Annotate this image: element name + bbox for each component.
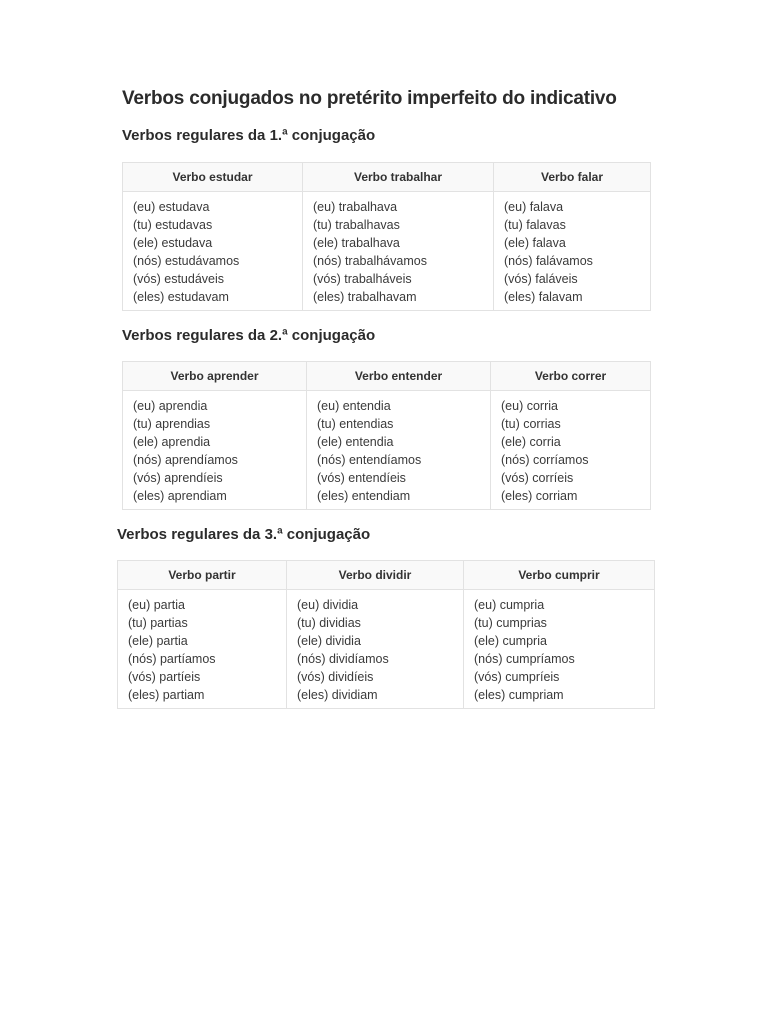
table-row [123,391,651,510]
verb-form: (eu) trabalhava [313,200,398,214]
verb-form: (eles) aprendiam [133,489,227,503]
verb-form: (ele) estudava [133,236,213,250]
verb-forms-cell [118,590,287,709]
verb-form: (tu) partias [128,616,188,630]
verb-form: (ele) aprendia [133,435,211,449]
verb-form: (tu) aprendias [133,417,211,431]
verb-forms-cell [491,391,651,510]
verb-form: (nós) aprendíamos [133,453,238,467]
verb-forms-cell [287,590,464,709]
verb-form: (tu) dividias [297,616,361,630]
verb-form: (tu) cumprias [474,616,547,630]
conjugation-table-1st [122,162,651,311]
page-title: Verbos conjugados no pretérito imperfeito do indicativo [122,88,617,109]
verb-form: (vós) cumpríeis [474,670,560,684]
verb-form: (nós) falávamos [504,254,593,268]
conjugation-table-2nd [122,361,651,510]
verb-form: (nós) corríamos [501,453,589,467]
verb-form: (nós) trabalhávamos [313,254,427,268]
verb-forms-cell [123,391,307,510]
verb-form: (nós) dividíamos [297,652,389,666]
verb-form: (eles) dividiam [297,688,378,702]
verb-form: (eles) corriam [501,489,578,503]
verb-form: (tu) trabalhavas [313,218,400,232]
conjugation-table-3rd [117,560,655,709]
verb-form: (eu) partia [128,598,185,612]
verb-form: (ele) corria [501,435,561,449]
verb-form: (ele) dividia [297,634,361,648]
verb-form: (eu) corria [501,399,558,413]
verb-form: (vós) trabalháveis [313,272,412,286]
verb-form: (ele) trabalhava [313,236,400,250]
verb-form: (eu) cumpria [474,598,545,612]
table-header-row [118,561,655,590]
table-row [118,590,655,709]
section-heading-2nd-conjugation: Verbos regulares da 2.ª conjugação [122,327,376,344]
verb-form: (tu) entendias [317,417,394,431]
verb-form: (nós) entendíamos [317,453,422,467]
column-header: Verbo partir [118,561,287,590]
section-heading-3rd-conjugation: Verbos regulares da 3.ª conjugação [117,526,371,543]
verb-form: (vós) partíeis [128,670,201,684]
verb-form: (eu) falava [504,200,564,214]
verb-form: (eles) partiam [128,688,205,702]
column-header: Verbo entender [307,362,491,391]
verb-form: (ele) partia [128,634,188,648]
verb-form: (nós) partíamos [128,652,216,666]
verb-form: (eu) entendia [317,399,391,413]
verb-form: (eu) dividia [297,598,359,612]
column-header: Verbo correr [491,362,651,391]
verb-form: (nós) cumpríamos [474,652,575,666]
verb-form: (tu) estudavas [133,218,213,232]
column-header: Verbo cumprir [464,561,655,590]
column-header: Verbo estudar [123,163,303,192]
column-header: Verbo aprender [123,362,307,391]
verb-forms-cell [464,590,655,709]
verb-forms-cell [494,192,651,311]
verb-form: (nós) estudávamos [133,254,240,268]
verb-form: (tu) corrias [501,417,561,431]
column-header: Verbo trabalhar [303,163,494,192]
verb-form: (ele) falava [504,236,566,250]
table-row [123,192,651,311]
verb-form: (vós) dividíeis [297,670,374,684]
verb-form: (eles) estudavam [133,290,229,304]
verb-form: (vós) corríeis [501,471,574,485]
table-header-row [123,362,651,391]
column-header: Verbo dividir [287,561,464,590]
verb-form: (ele) cumpria [474,634,547,648]
verb-form: (vós) entendíeis [317,471,406,485]
verb-form: (eles) falavam [504,290,583,304]
verb-form: (eles) cumpriam [474,688,564,702]
verb-form: (eu) aprendia [133,399,208,413]
verb-form: (vós) aprendíeis [133,471,223,485]
verb-form: (eu) estudava [133,200,210,214]
verb-form: (ele) entendia [317,435,394,449]
verb-form: (eles) entendiam [317,489,411,503]
column-header: Verbo falar [494,163,651,192]
verb-form: (tu) falavas [504,218,566,232]
table-header-row [123,163,651,192]
verb-form: (eles) trabalhavam [313,290,417,304]
verb-form: (vós) estudáveis [133,272,225,286]
verb-forms-cell [307,391,491,510]
verb-forms-cell [123,192,303,311]
section-heading-1st-conjugation: Verbos regulares da 1.ª conjugação [122,127,376,144]
verb-form: (vós) faláveis [504,272,578,286]
verb-forms-cell [303,192,494,311]
